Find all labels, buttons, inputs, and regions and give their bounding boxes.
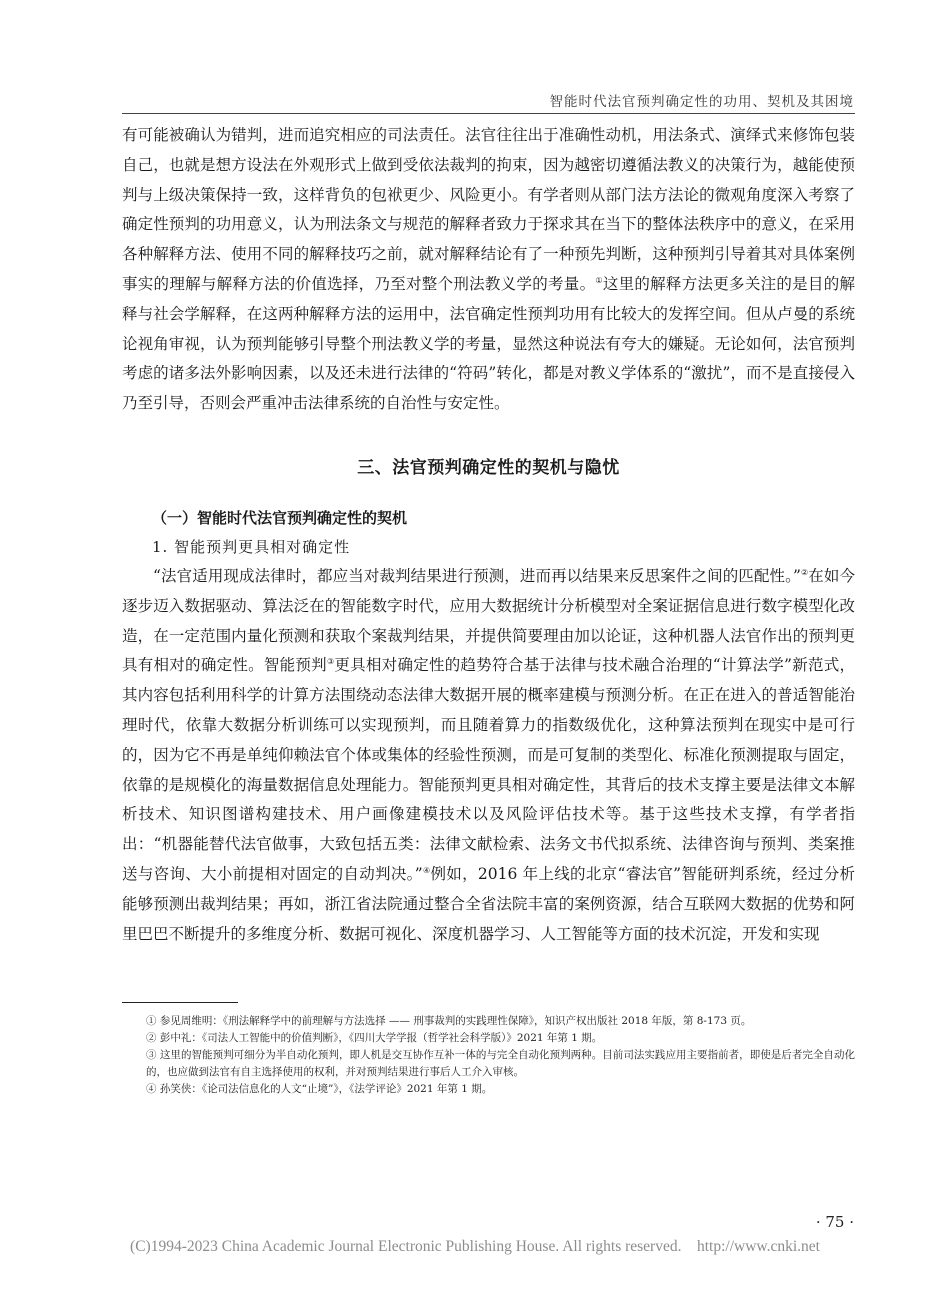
paragraph-text: 有可能被确认为错判，进而追究相应的司法责任。法官往往出于准确性动机，用法条式、演绎式来修饰包装自己，也就是想方设法在外观形式上做到受依法裁判的拘束，因为越密切遵循法教义的决策行为，越能使预判与上级决策保持一致，这样背负的包袱更少、风险更小。有学者则从部门法方法论的微观角度深入考察了确定性预判的功用意义，认为刑法条文与规范的解释者致力于探求其在当下的整体法秩序中的意义，在采用各种解释方法、使用不同的解释技巧之前，就对解释结论有了一种预先判断，这种预判引导着其对具体案例事实的理解与解释方法的价值选择，乃至对整个刑法教义学的考量。: [122, 126, 855, 293]
article-body: [122, 121, 855, 949]
subsubsection-title: 1. 智能预判更具相对确定性: [152, 537, 351, 556]
subsection-title: （一）智能时代法官预判确定性的契机: [152, 508, 408, 527]
footnote-3: ③ 这里的智能预判可细分为半自动化预判，即人机是交互协作互补一体的与完全自动化预判两种。目前司法实践应用主要指前者，即使是后者完全自动化的，也应做到法官有自主选择使用的权利，并对预判结果进行事后人工介入审核。: [146, 1049, 855, 1078]
header-rule: [122, 113, 855, 114]
copyright-notice: (C)1994-2023 China Academic Journal Electronic Publishing House. All rights reserved. http://www.cnki.net: [130, 1238, 820, 1255]
main-paragraph: [122, 562, 855, 949]
section-title: 三、法官预判确定性的契机与隐忧: [357, 457, 620, 478]
footnote-4: ④ 孙笑侠：《论司法信息化的人文“止境”》，《法学评论》2021 年第 1 期。: [146, 1083, 493, 1095]
footnote-1: ① 参见周维明：《刑法解释学中的前理解与方法选择 —— 刑事裁判的实践理性保障》，知识产权出版社 2018 年版，第 8-173 页。: [146, 1015, 752, 1027]
footnote-2: ② 彭中礼：《司法人工智能中的价值判断》，《四川大学学报（哲学社会科学版）》2021 年第 1 期。: [146, 1032, 603, 1044]
running-header: 智能时代法官预判确定性的功用、契机及其困境: [549, 94, 854, 110]
paragraph-text: 在如今逐步迈入数据驱动、算法泛在的智能数字时代，应用大数据统计分析模型对全案证据信息进行数字模型化改造，在一定范围内量化预测和获取个案裁判结果，并提供简要理由加以论证，这种机器人法官作出的预判更具有相对的确定性。智能预判: [122, 566, 856, 675]
page-number: · 75 ·: [815, 1213, 854, 1231]
paragraph-text: 例如，2016 年上线的北京“睿法官”智能研判系统，经过分析能够预测出裁判结果；再如，浙江省法院通过整合全省法院丰富的案例资源，结合互联网大数据的优势和阿里巴巴不断提升的多维度分析、数据可视化、深度机器学习、人工智能等方面的技术沉淀，开发和实现: [122, 864, 856, 943]
footnote-rule: [122, 1002, 238, 1003]
paragraph-text: “法官适用现成法律时，都应当对裁判结果进行预测，进而再以结果来反思案件之间的匹配性。”: [153, 566, 801, 585]
footnote-ref-2[interactable]: ②: [800, 567, 809, 577]
paragraph-continuation: [122, 121, 855, 419]
footnote-ref-3[interactable]: ③: [326, 657, 335, 667]
footnote-ref-4[interactable]: ④: [422, 865, 431, 875]
paragraph-text: 这里的解释方法更多关注的是目的解释与社会学解释，在这两种解释方法的运用中，法官确定性预判功用有比较大的发挥空间。但从卢曼的系统论视角审视，认为预判能够引导整个刑法教义学的考量，显然这种说法有夸大的嫌疑。无论如何，法官预判考虑的诸多法外影响因素，以及还未进行法律的“符码”转化，都是对教义学体系的“激扰”，而不是直接侵入乃至引导，否则会严重冲击法律系统的自治性与安定性。: [122, 274, 855, 413]
paragraph-text: 更具相对确定性的趋势符合基于法律与技术融合治理的“计算法学”新范式，其内容包括利用科学的计算方法围绕动态法律大数据开展的概率建模与预测分析。在正在进入的普适智能治理时代，依靠大数据分析训练可以实现预判，而且随着算力的指数级优化，这种算法预判在现实中是可行的，因为它不再是单纯仰赖法官个体或集体的经验性预测，而是可复制的类型化、标准化预测提取与固定，依靠的是规模化的海量数据信息处理能力。智能预判更具相对确定性，其背后的技术支撑主要是法律文本解析技术、知识图谱构建技术、用户画像建模技术以及风险评估技术等。基于这些技术支撑，有学者指出：“机器能替代法官做事，大致包括五类：法律文献检索、法务文书代拟系统、法律咨询与预判、类案推送与咨询、大小前提相对固定的自动判决。”: [122, 656, 855, 883]
footnote-ref-1[interactable]: ①: [595, 275, 603, 285]
footnotes: [122, 1013, 855, 1098]
